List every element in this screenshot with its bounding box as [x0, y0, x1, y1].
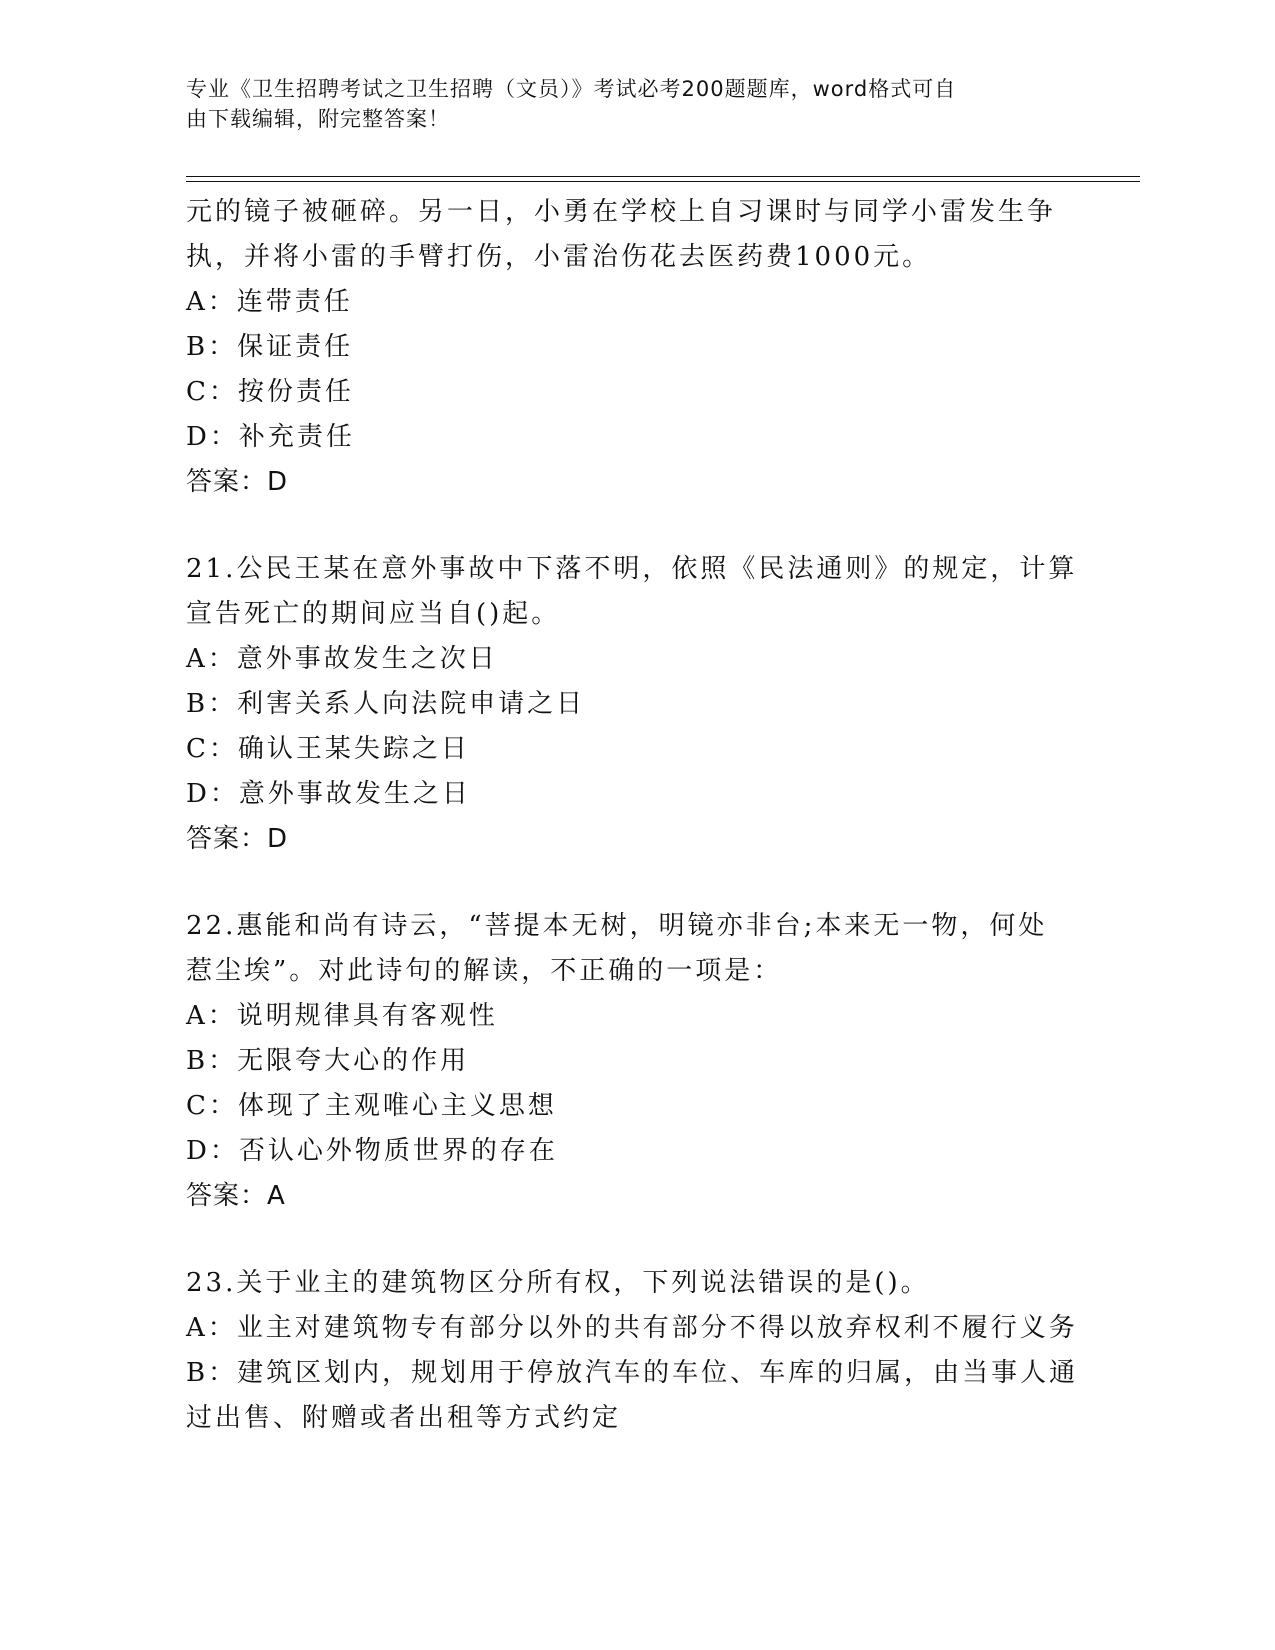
question-list	[186, 190, 1086, 1441]
option-b: B：利害关系人向法院申请之日	[186, 689, 586, 719]
document-header	[186, 74, 1066, 134]
option-d: D：补充责任	[186, 422, 355, 452]
question-text-line: 22.惠能和尚有诗云，“菩提本无树，明镜亦非台;本来无一物，何处	[186, 911, 1048, 941]
header-line-1: 专业《卫生招聘考试之卫生招聘（文员）》考试必考200题题库，word格式可自	[186, 77, 957, 101]
question-continued	[186, 190, 1086, 505]
question-text-line: 宣告死亡的期间应当自()起。	[186, 599, 561, 629]
question-text-line: 惹尘埃”。对此诗句的解读，不正确的一项是：	[186, 956, 783, 986]
question-text-line: 元的镜子被砸碎。另一日，小勇在学校上自习课时与同学小雷发生争	[186, 197, 1057, 227]
header-line-2: 由下载编辑，附完整答案！	[186, 107, 450, 131]
answer-line: 答案：D	[186, 824, 289, 854]
option-a: A：意外事故发生之次日	[186, 644, 498, 674]
question-text-line: 23.关于业主的建筑物区分所有权，下列说法错误的是()。	[186, 1268, 930, 1298]
option-b-continued: 过出售、附赠或者出租等方式约定	[186, 1403, 622, 1433]
option-b: B：无限夸大心的作用	[186, 1046, 470, 1076]
question-21	[186, 547, 1086, 862]
header-divider-bottom	[186, 181, 1140, 182]
question-23	[186, 1261, 1086, 1441]
question-text-line: 21.公民王某在意外事故中下落不明，依照《民法通则》的规定，计算	[186, 554, 1078, 584]
option-d: D：否认心外物质世界的存在	[186, 1136, 558, 1166]
option-c: C：确认王某失踪之日	[186, 734, 470, 764]
question-22	[186, 904, 1086, 1219]
option-c: C：按份责任	[186, 377, 354, 407]
answer-line: 答案：D	[186, 467, 289, 497]
option-c: C：体现了主观唯心主义思想	[186, 1091, 557, 1121]
answer-line: 答案：A	[186, 1181, 286, 1211]
option-a: A：连带责任	[186, 287, 353, 317]
option-a: A：业主对建筑物专有部分以外的共有部分不得以放弃权利不履行义务	[186, 1313, 1078, 1343]
option-d: D：意外事故发生之日	[186, 779, 471, 809]
question-text-line: 执，并将小雷的手臂打伤，小雷治伤花去医药费1000元。	[186, 242, 932, 272]
option-a: A：说明规律具有客观性	[186, 1001, 498, 1031]
header-divider-top	[186, 176, 1140, 177]
option-b: B：保证责任	[186, 332, 354, 362]
option-b: B：建筑区划内，规划用于停放汽车的车位、车库的归属，由当事人通	[186, 1358, 1079, 1388]
